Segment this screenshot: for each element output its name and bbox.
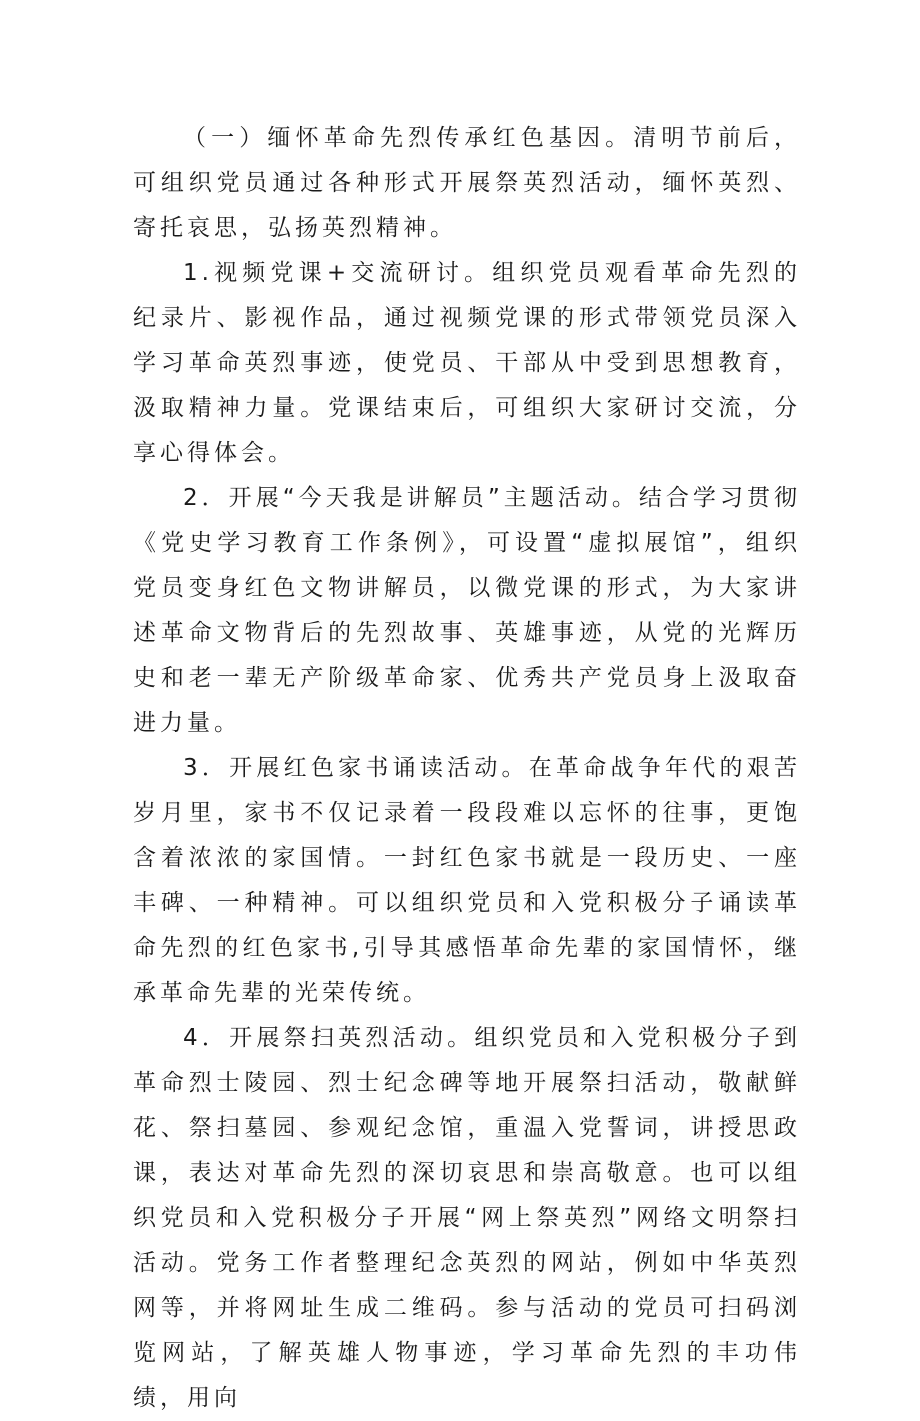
section-intro-paragraph: （一）缅怀革命先烈传承红色基因。清明节前后，可组织党员通过各种形式开展祭英烈活动，缅怀英烈、寄托哀思，弘扬英烈精神。 <box>133 125 801 241</box>
item-2-paragraph: 2．开展“今天我是讲解员”主题活动。结合学习贯彻《党史学习教育工作条例》，可设置“虚拟展馆”，组织党员变身红色文物讲解员，以微党课的形式，为大家讲述革命文物背后的先烈故事、英雄事迹，从党的光辉历史和老一辈无产阶级革命家、优秀共产党员身上汲取奋进力量。 <box>133 485 801 736</box>
item-4-paragraph: 4．开展祭扫英烈活动。组织党员和入党积极分子到革命烈士陵园、烈士纪念碑等地开展祭扫活动，敬献鲜花、祭扫墓园、参观纪念馆，重温入党誓词，讲授思政课，表达对革命先烈的深切哀思和崇高敬意。也可以组织党员和入党积极分子开展“网上祭英烈”网络文明祭扫活动。党务工作者整理纪念英烈的网站，例如中华英烈网等，并将网址生成二维码。参与活动的党员可扫码浏览网站，了解英雄人物事迹，学习革命先烈的丰功伟绩，用向 <box>133 1025 801 1411</box>
item-3-paragraph: 3．开展红色家书诵读活动。在革命战争年代的艰苦岁月里，家书不仅记录着一段段难以忘怀的往事，更饱含着浓浓的家国情。一封红色家书就是一段历史、一座丰碑、一种精神。可以组织党员和入党积极分子诵读革命先烈的红色家书,引导其感悟革命先辈的家国情怀，继承革命先辈的光荣传统。 <box>133 755 801 1006</box>
document-body <box>133 116 801 1421</box>
item-1-paragraph: 1.视频党课+交流研讨。组织党员观看革命先烈的纪录片、影视作品，通过视频党课的形式带领党员深入学习革命英烈事迹，使党员、干部从中受到思想教育，汲取精神力量。党课结束后，可组织大家研讨交流，分享心得体会。 <box>133 260 801 466</box>
